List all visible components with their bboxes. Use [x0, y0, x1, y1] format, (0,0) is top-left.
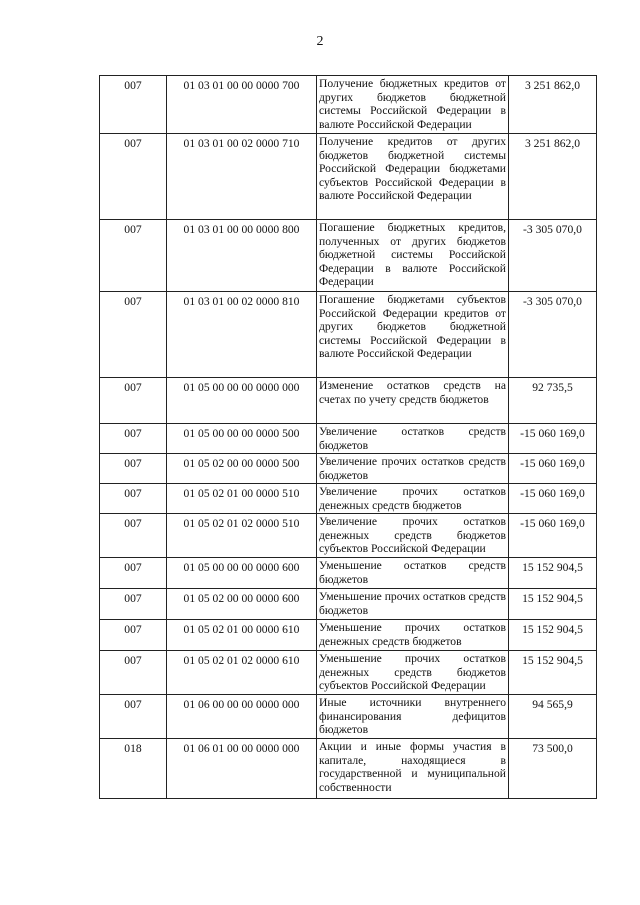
admin-code-cell: 007 — [100, 514, 167, 558]
amount-cell: -15 060 169,0 — [509, 454, 597, 484]
table-row — [100, 454, 597, 484]
admin-code-cell: 007 — [100, 220, 167, 292]
admin-code-cell: 007 — [100, 558, 167, 589]
amount-cell: 3 251 862,0 — [509, 134, 597, 220]
source-name-cell: Погашение бюджетами субъектов Российской Федерации кредитов от других бюджетов бюджетной системы Российской Федерации в валюте Российской Федерации — [317, 292, 509, 378]
source-name-cell: Увеличение остатков средств бюджетов — [317, 424, 509, 454]
page-number: 2 — [316, 34, 324, 49]
financing-sources-table — [99, 75, 597, 799]
budget-code-cell: 01 03 01 00 00 0000 800 — [167, 220, 317, 292]
amount-cell: 92 735,5 — [509, 378, 597, 424]
admin-code-cell: 007 — [100, 76, 167, 134]
source-name-cell: Получение бюджетных кредитов от других бюджетов бюджетной системы Российской Федерации в валюте Российской Федерации — [317, 76, 509, 134]
table-row — [100, 292, 597, 378]
source-name-cell: Уменьшение прочих остатков средств бюджетов — [317, 589, 509, 620]
amount-cell: -3 305 070,0 — [509, 220, 597, 292]
amount-cell: -15 060 169,0 — [509, 484, 597, 514]
amount-cell: -15 060 169,0 — [509, 424, 597, 454]
budget-code-cell: 01 05 00 00 00 0000 500 — [167, 424, 317, 454]
amount-cell: 15 152 904,5 — [509, 620, 597, 651]
budget-code-cell: 01 05 00 00 00 0000 600 — [167, 558, 317, 589]
admin-code-cell: 007 — [100, 589, 167, 620]
table-row — [100, 220, 597, 292]
budget-code-cell: 01 03 01 00 02 0000 810 — [167, 292, 317, 378]
amount-cell: 15 152 904,5 — [509, 558, 597, 589]
table-row — [100, 589, 597, 620]
source-name-cell: Уменьшение прочих остатков денежных средств бюджетов — [317, 620, 509, 651]
admin-code-cell: 007 — [100, 484, 167, 514]
table-row — [100, 651, 597, 695]
admin-code-cell: 007 — [100, 454, 167, 484]
budget-code-cell: 01 05 00 00 00 0000 000 — [167, 378, 317, 424]
source-name-cell: Увеличение прочих остатков денежных средств бюджетов субъектов Российской Федерации — [317, 514, 509, 558]
budget-code-cell: 01 03 01 00 02 0000 710 — [167, 134, 317, 220]
amount-cell: 15 152 904,5 — [509, 651, 597, 695]
admin-code-cell: 007 — [100, 424, 167, 454]
budget-code-cell: 01 05 02 00 00 0000 500 — [167, 454, 317, 484]
source-name-cell: Уменьшение прочих остатков денежных средств бюджетов субъектов Российской Федерации — [317, 651, 509, 695]
budget-code-cell: 01 06 00 00 00 0000 000 — [167, 695, 317, 739]
admin-code-cell: 007 — [100, 651, 167, 695]
table-row — [100, 620, 597, 651]
budget-code-cell: 01 05 02 01 02 0000 510 — [167, 514, 317, 558]
budget-code-cell: 01 03 01 00 00 0000 700 — [167, 76, 317, 134]
amount-cell: 73 500,0 — [509, 739, 597, 799]
source-name-cell: Получение кредитов от других бюджетов бюджетной системы Российской Федерации бюджетами субъектов Российской Федерации в валюте Российской Федерации — [317, 134, 509, 220]
table-row — [100, 558, 597, 589]
table-row — [100, 739, 597, 799]
amount-cell: 3 251 862,0 — [509, 76, 597, 134]
admin-code-cell: 018 — [100, 739, 167, 799]
budget-code-cell: 01 05 02 01 00 0000 610 — [167, 620, 317, 651]
table-row — [100, 134, 597, 220]
amount-cell: -3 305 070,0 — [509, 292, 597, 378]
amount-cell: 94 565,9 — [509, 695, 597, 739]
budget-code-cell: 01 06 01 00 00 0000 000 — [167, 739, 317, 799]
admin-code-cell: 007 — [100, 292, 167, 378]
source-name-cell: Увеличение прочих остатков денежных средств бюджетов — [317, 484, 509, 514]
table-row — [100, 378, 597, 424]
source-name-cell: Изменение остатков средств на счетах по учету средств бюджетов — [317, 378, 509, 424]
source-name-cell: Иные источники внутреннего финансирования дефицитов бюджетов — [317, 695, 509, 739]
source-name-cell: Увеличение прочих остатков средств бюджетов — [317, 454, 509, 484]
table-row — [100, 484, 597, 514]
table-body — [100, 76, 597, 799]
budget-code-cell: 01 05 02 01 00 0000 510 — [167, 484, 317, 514]
source-name-cell: Уменьшение остатков средств бюджетов — [317, 558, 509, 589]
admin-code-cell: 007 — [100, 378, 167, 424]
source-name-cell: Акции и иные формы участия в капитале, находящиеся в государственной и муниципальной собственности — [317, 739, 509, 799]
amount-cell: -15 060 169,0 — [509, 514, 597, 558]
budget-code-cell: 01 05 02 00 00 0000 600 — [167, 589, 317, 620]
table-row — [100, 695, 597, 739]
admin-code-cell: 007 — [100, 695, 167, 739]
table-row — [100, 424, 597, 454]
table-row — [100, 76, 597, 134]
budget-code-cell: 01 05 02 01 02 0000 610 — [167, 651, 317, 695]
admin-code-cell: 007 — [100, 134, 167, 220]
amount-cell: 15 152 904,5 — [509, 589, 597, 620]
source-name-cell: Погашение бюджетных кредитов, полученных от других бюджетов бюджетной системы Российской Федерации в валюте Российской Федерации — [317, 220, 509, 292]
table-row — [100, 514, 597, 558]
admin-code-cell: 007 — [100, 620, 167, 651]
